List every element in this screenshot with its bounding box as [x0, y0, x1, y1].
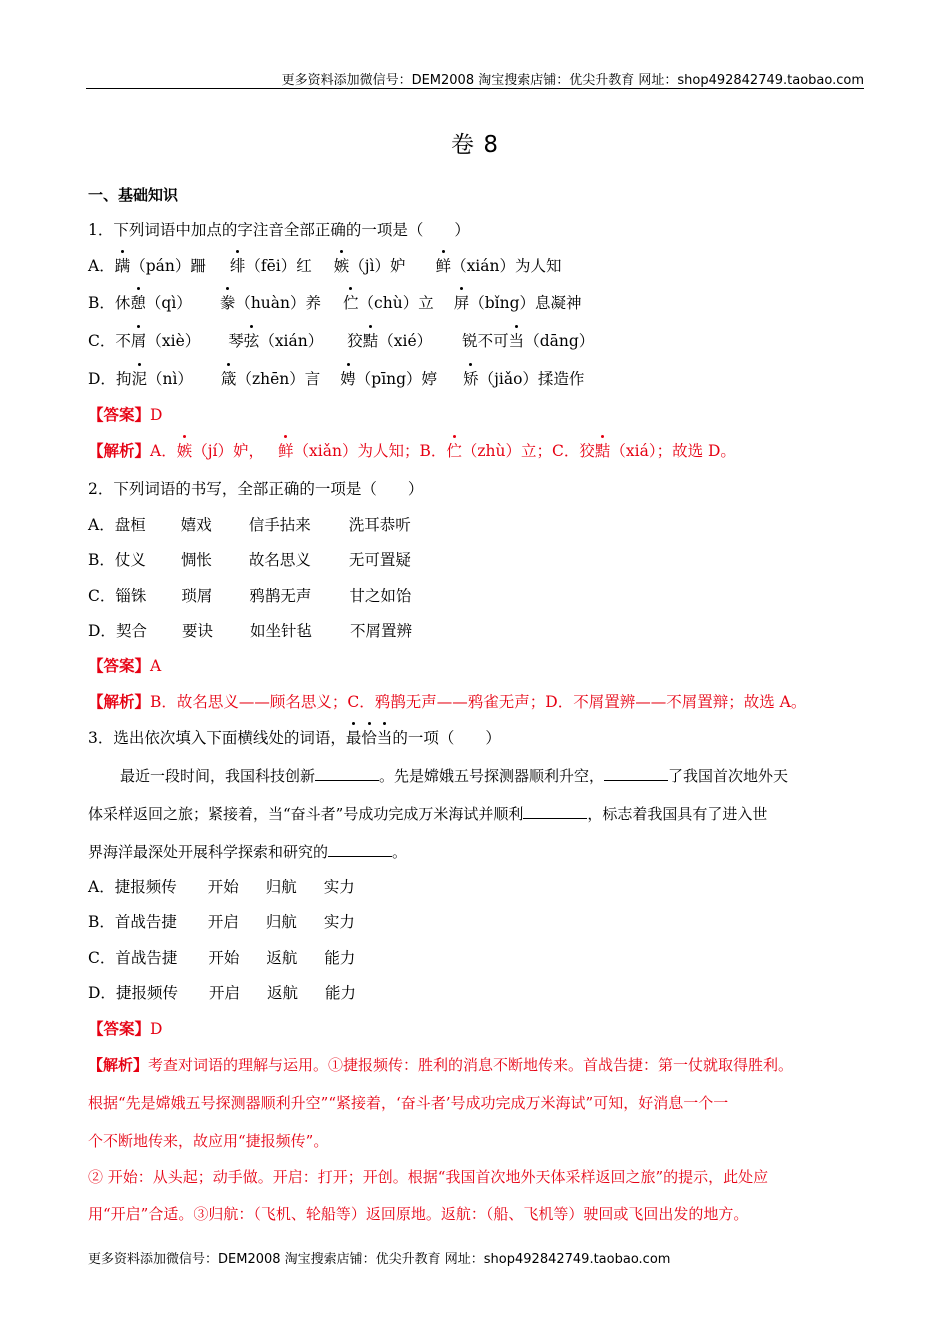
q1-answer [88, 405, 162, 425]
q3-blank-2 [604, 767, 668, 781]
q1-c-dot-4: 当 [508, 332, 525, 350]
q3-c-word-4: 能力 [324, 949, 356, 967]
q3-option-d [88, 983, 356, 1003]
q3-option-a [88, 877, 355, 897]
q1-stem: 1．下列词语中加点的字注音全部正确的一项是（ ） [88, 221, 470, 239]
q1-c-label: C． [88, 332, 116, 350]
q1-option-b [88, 293, 582, 313]
q1-an-dot-1: 嫉 [176, 442, 193, 460]
q3-option-c [88, 948, 355, 968]
q1-c-text-4: （dāng） [524, 332, 595, 350]
q1-d-dot-3: 娉 [340, 370, 356, 388]
q2-c-word-4: 甘之如饴 [349, 587, 412, 605]
q1-d-dot-2: 箴 [220, 370, 237, 388]
q3-p1b: 。先是嫦娥五号探测器顺利升空， [379, 767, 605, 785]
q3-c-word-3: 返航 [266, 949, 298, 967]
q2-a-word-3: 信手拈来 [248, 516, 311, 534]
q2-b-word-4: 无可置疑 [348, 551, 411, 569]
q1-a-text-4: （xián）为人知 [451, 257, 562, 275]
q2-option-a [88, 515, 411, 535]
q1-d-text-2: （zhēn）言 [236, 370, 321, 388]
q3-passage-line-2 [88, 804, 767, 824]
q3-analysis-line-2: 根据“先是嫦娥五号探测器顺利升空”“紧接着，‘奋斗者’号成功完成万米海试”可知，好消息一个一 [88, 1094, 729, 1112]
q3-b-word-1: 首战告捷 [114, 913, 177, 931]
page-title: 卷 8 [451, 132, 499, 158]
q1-c-text-1: （xiè） [146, 332, 201, 350]
q1-a-dot-3: 嫉 [333, 257, 350, 275]
q3-blank-3 [523, 805, 587, 819]
q1-an-dot-3: 伫 [446, 442, 462, 460]
q1-b-label: B． [88, 294, 115, 312]
q3-p1a: 最近一段时间，我国科技创新 [120, 767, 316, 785]
q3-p2b: ，标志着我国具有了进入世 [587, 805, 768, 823]
q3-stem [88, 728, 501, 748]
q2-a-word-4: 洗耳恭听 [348, 516, 411, 534]
q2-analysis-text: B．故名思义——顾名思义；C．鸦鹊无声——鸦雀无声；D．不屑置辨——不屑置辩；故选 A。 [150, 693, 807, 711]
q3-b-word-4: 实力 [323, 913, 355, 931]
q1-an-2: （jí）妒， [192, 442, 264, 460]
q2-a-word-1: 盘桓 [114, 516, 146, 534]
q2-a-word-2: 嬉戏 [180, 516, 212, 534]
q3-a-label: A． [88, 878, 115, 896]
q3-a-word-4: 实力 [323, 878, 355, 896]
q1-c-text-2a: 琴 [228, 332, 244, 350]
q3-c-word-2: 开始 [208, 949, 240, 967]
q3-blank-4 [328, 843, 392, 857]
q1-b-text-0: 休 [114, 294, 131, 312]
q2-d-word-4: 不屑置辨 [349, 622, 412, 640]
q2-d-label: D． [88, 622, 116, 640]
q2-c-word-3: 鸦鹊无声 [249, 587, 312, 605]
q2-b-label: B． [88, 551, 115, 569]
q1-a-text-1: （pán）跚 [130, 257, 206, 275]
q2-analysis [88, 692, 806, 712]
q1-c-text-3a: 狡 [347, 332, 363, 350]
q3-analysis-line-3: 个不断地传来，故应用“捷报频传”。 [88, 1132, 329, 1150]
q2-answer-label: 【答案】 [88, 656, 151, 675]
q3-b-label: B． [88, 913, 115, 931]
q1-c-dot-1: 屑 [130, 332, 147, 350]
q1-d-text-4: （jiǎo）揉造作 [478, 370, 585, 388]
q2-option-b [88, 550, 411, 570]
q2-b-word-3: 故名思义 [248, 551, 311, 569]
q1-d-text-3: （pīng）婷 [355, 370, 438, 388]
q3-analysis-line-1 [88, 1055, 793, 1075]
q1-a-dot-2: 绯 [229, 257, 246, 275]
q3-c-word-1: 首战告捷 [115, 949, 178, 967]
q2-option-c [88, 586, 411, 606]
q1-d-dot-4: 矫 [463, 370, 479, 388]
q3-stem-dot-3: 当 [376, 729, 393, 747]
q3-answer [88, 1019, 162, 1039]
q3-stem-dot-1: 最 [345, 729, 362, 747]
q3-p3b: 。 [392, 843, 408, 861]
q3-analysis-text-1: 考查对词语的理解与运用。①捷报频传：胜利的消息不断地传来。首战告捷：第一仗就取得胜利。 [148, 1056, 794, 1074]
header-divider [86, 88, 864, 89]
q2-c-label: C． [88, 587, 116, 605]
q1-c-text-0: 不 [115, 332, 131, 350]
q2-b-word-1: 仗义 [114, 551, 146, 569]
q1-b-dot-2: 豢 [219, 294, 236, 312]
q2-c-word-1: 锱铢 [115, 587, 147, 605]
section-heading: 一、基础知识 [88, 186, 179, 204]
q3-d-label: D． [88, 984, 116, 1002]
q3-d-word-2: 开启 [208, 984, 240, 1002]
q2-a-label: A． [88, 516, 115, 534]
q1-c-text-3: （xié） [378, 332, 433, 350]
q1-answer-value: D [150, 406, 163, 424]
q1-b-text-2: （huàn）养 [235, 294, 322, 312]
q2-c-word-2: 琐屑 [181, 587, 213, 605]
q1-option-c [88, 331, 594, 351]
q3-a-word-3: 归航 [265, 878, 297, 896]
q1-an-1: A． [150, 442, 177, 460]
q1-c-text-4a: 锐不可 [462, 332, 509, 350]
q1-analysis-label: 【解析】 [88, 441, 151, 460]
q3-analysis-line-4: ② 开始：从头起；动手做。开启：打开；开创。根据“我国首次地外天体采样返回之旅”的提示，此处应 [88, 1168, 769, 1186]
q3-p2a: 体采样返回之旅；紧接着，当“奋斗者”号成功完成万米海试并顺利 [88, 805, 524, 823]
q2-analysis-label: 【解析】 [88, 692, 151, 711]
q1-d-dot-1: 泥 [131, 370, 147, 388]
q2-b-word-2: 惆怅 [180, 551, 212, 569]
q1-b-text-4: （bǐng）息凝神 [469, 294, 582, 312]
q3-b-word-3: 归航 [265, 913, 297, 931]
q3-passage-line-1 [120, 766, 788, 786]
q1-an-dot-2: 鲜 [278, 442, 294, 460]
q1-d-text-0: 拘 [115, 370, 132, 388]
q3-a-word-2: 开始 [207, 878, 239, 896]
q1-a-dot-1: 蹒 [114, 257, 131, 275]
q1-b-dot-4: 屏 [453, 294, 470, 312]
q1-a-text-3: （jì）妒 [349, 257, 406, 275]
q3-stem-b: 的一项（ ） [392, 729, 501, 747]
q3-analysis-line-5: 用“开启”合适。③归航：（飞机、轮船等）返回原地。返航：（船、飞机等）驶回或飞回出发的地方。 [88, 1205, 749, 1223]
q2-stem: 2．下列词语的书写，全部正确的一项是（ ） [88, 480, 424, 498]
q3-d-word-4: 能力 [324, 984, 356, 1002]
q3-passage-line-3 [88, 842, 407, 862]
q3-a-word-1: 捷报频传 [114, 878, 177, 896]
q1-d-label: D． [88, 370, 116, 388]
q3-stem-dot-2: 恰 [361, 729, 377, 747]
q3-blank-1 [315, 767, 379, 781]
q3-d-word-3: 返航 [266, 984, 298, 1002]
page-footer: 更多资料添加微信号：DEM2008 淘宝搜索店铺：优尖升教育 网址：shop492842749.taobao.com [88, 1252, 671, 1267]
q1-option-d [88, 369, 584, 389]
page-header: 更多资料添加微信号：DEM2008 淘宝搜索店铺：优尖升教育 网址：shop492842749.taobao.com [281, 73, 864, 88]
q1-d-text-1: （nì） [146, 370, 193, 388]
q1-an-dot-4: 黠 [594, 442, 611, 460]
q1-a-text-2: （fēi）红 [245, 257, 312, 275]
q3-analysis-label: 【解析】 [88, 1056, 149, 1074]
q2-answer-value: A [150, 657, 162, 675]
q2-option-d [88, 621, 412, 641]
q3-answer-value: D [150, 1020, 163, 1038]
q1-c-dot-2: 弦 [243, 332, 260, 350]
q3-p3a: 界海洋最深处开展科学探索和研究的 [88, 843, 329, 861]
q3-c-label: C． [88, 949, 116, 967]
q1-c-dot-3: 黠 [362, 332, 379, 350]
q2-d-word-1: 契合 [115, 622, 147, 640]
q2-answer [88, 656, 161, 676]
q1-an-5: （xiá）；故选 D。 [610, 442, 736, 460]
q3-d-word-1: 捷报频传 [115, 984, 178, 1002]
q3-p1c: 了我国首次地外天 [668, 767, 789, 785]
q1-analysis [88, 441, 736, 461]
q1-an-3: （xiǎn）为人知；B． [293, 442, 447, 460]
q1-b-dot-3: 伫 [343, 294, 359, 312]
q3-answer-label: 【答案】 [88, 1019, 151, 1038]
q1-b-text-3: （chù）立 [358, 294, 434, 312]
q3-stem-a: 3．选出依次填入下面横线处的词语， [88, 729, 346, 747]
q1-a-label: A． [88, 257, 115, 275]
q1-b-text-1: （qì） [145, 294, 192, 312]
q1-an-4: （zhù）立；C．狡 [461, 442, 595, 460]
q1-option-a [88, 256, 562, 276]
q2-d-word-2: 要诀 [181, 622, 213, 640]
q2-d-word-3: 如坐针毡 [249, 622, 312, 640]
q3-b-word-2: 开启 [207, 913, 239, 931]
q1-answer-label: 【答案】 [88, 405, 151, 424]
q1-c-text-2: （xián） [259, 332, 324, 350]
q1-a-dot-4: 鲜 [435, 257, 452, 275]
q1-b-dot-1: 憩 [130, 294, 146, 312]
q3-option-b [88, 912, 355, 932]
